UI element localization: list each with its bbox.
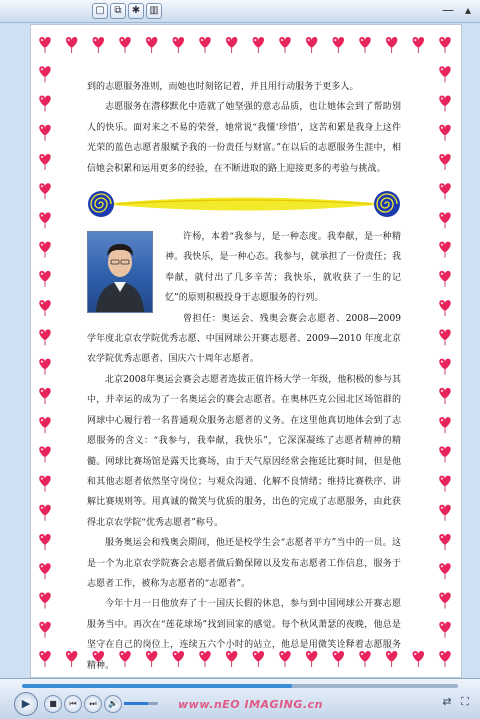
heart-icon bbox=[39, 125, 50, 141]
collapse-icon[interactable]: ▴ bbox=[464, 3, 472, 17]
stop-icon[interactable]: ■ bbox=[44, 695, 62, 713]
decorative-divider bbox=[87, 187, 401, 221]
volume-level bbox=[124, 702, 148, 705]
heart-icon bbox=[253, 37, 264, 53]
heart-icon bbox=[39, 359, 50, 375]
portrait-photo bbox=[87, 231, 153, 313]
title-bar bbox=[0, 0, 480, 23]
heart-icon bbox=[439, 300, 450, 316]
heart-icon bbox=[439, 154, 450, 170]
chart-icon[interactable]: ▥ bbox=[146, 3, 162, 19]
heart-icon bbox=[39, 271, 50, 287]
heart-icon bbox=[39, 300, 50, 316]
heart-icon bbox=[39, 388, 50, 404]
copy-icon[interactable]: ⧉ bbox=[110, 3, 126, 19]
heart-icon bbox=[439, 242, 450, 258]
heart-icon bbox=[39, 505, 50, 521]
heart-icon bbox=[439, 125, 450, 141]
heart-icon bbox=[439, 183, 450, 199]
heart-icon bbox=[439, 622, 450, 638]
heart-icon bbox=[439, 563, 450, 579]
heart-icon bbox=[39, 534, 50, 550]
site-watermark: www.nEO IMAGING.cn bbox=[178, 698, 323, 711]
heart-icon bbox=[39, 212, 50, 228]
heart-icon bbox=[173, 37, 184, 53]
heart-icon bbox=[39, 37, 50, 53]
fullscreen-icon[interactable]: ⛶ bbox=[461, 695, 469, 708]
heart-icon bbox=[413, 651, 424, 667]
heart-icon bbox=[386, 37, 397, 53]
heart-icon bbox=[226, 37, 237, 53]
heart-icon bbox=[39, 242, 50, 258]
heart-icon bbox=[439, 212, 450, 228]
spiral-icon bbox=[374, 191, 400, 217]
next-icon[interactable]: ⏭ bbox=[84, 695, 102, 713]
heart-icon bbox=[39, 476, 50, 492]
heart-icon bbox=[359, 37, 370, 53]
paragraph: 志愿服务在潜移默化中造就了她坚强的意志品质，也让她体会到了帮助别人的快乐。面对来之不易的荣誉，她常说“我懂‘珍惜’，这苦和累是我身上这件光荣的蓝色志愿者服赋予我的一份责任与财富。”在以后的志愿服务生涯中，相信她会积累和运用更多的经验，在不断进取的路上迎接更多的考验与挑战。 bbox=[87, 102, 401, 174]
heart-icon bbox=[39, 622, 50, 638]
heart-icon bbox=[146, 37, 157, 53]
volume-slider[interactable] bbox=[124, 702, 158, 705]
previous-icon[interactable]: ⏮ bbox=[64, 695, 82, 713]
mute-icon[interactable]: 🔊 bbox=[104, 695, 122, 713]
heart-icon bbox=[439, 329, 450, 345]
heart-icon bbox=[66, 651, 77, 667]
heart-icon bbox=[39, 183, 50, 199]
heart-icon bbox=[439, 476, 450, 492]
seek-bar-fill bbox=[22, 684, 292, 688]
profile-intro: 许杨，本着“我参与，是一种态度。我奉献，是一种精神。我快乐，是一种心态。我参与，就承担了一份责任；我奉献，就付出了几多辛苦；我快乐，就收获了一生的记忆”的原则积极投身于志愿服务的行列。 bbox=[165, 232, 401, 304]
heart-icon bbox=[93, 37, 104, 53]
heart-icon bbox=[306, 37, 317, 53]
minimize-icon[interactable]: — bbox=[442, 3, 454, 17]
heart-icon bbox=[439, 66, 450, 82]
heart-icon bbox=[199, 37, 210, 53]
heart-icon bbox=[439, 651, 450, 667]
heart-icon bbox=[66, 37, 77, 53]
heart-icon bbox=[439, 593, 450, 609]
play-button[interactable]: ▶ bbox=[14, 692, 38, 716]
heart-icon bbox=[39, 329, 50, 345]
profile-roles: 曾担任：奥运会、残奥会赛会志愿者、2008—2009 学年度北京农学院优秀志愿、中国网球公开赛志愿者、2009—2010 年度北京农学院优秀志愿者、国庆六十周年志愿者。 bbox=[87, 313, 401, 365]
seek-bar[interactable] bbox=[22, 684, 458, 688]
heart-icon bbox=[413, 37, 424, 53]
heart-icon bbox=[39, 563, 50, 579]
settings-icon[interactable]: ✱ bbox=[128, 3, 144, 19]
heart-icon bbox=[39, 95, 50, 111]
heart-icon bbox=[333, 37, 344, 53]
heart-icon bbox=[39, 651, 50, 667]
heart-icon bbox=[439, 446, 450, 462]
heart-icon bbox=[439, 388, 450, 404]
paragraph: 服务奥运会和残奥会期间，他还是校学生会“志愿者平方”当中的一员。这是一个为北京农学院赛会志愿者做后勤保障以及发布志愿者工作信息，服务于志愿者工作，被称为志愿者的“志愿者”。 bbox=[87, 538, 401, 589]
paragraph: 今年十月一日他放弃了十一国庆长假的休息，参与到中国网球公开赛志愿服务当中。再次在“莲花球场”找到回家的感觉。每个秋风萧瑟的夜晚，他总是坚守在自己的岗位上，连续五六个小时的站立，他总是用微笑诠释着志愿服务精神。 bbox=[87, 599, 401, 671]
heart-icon bbox=[279, 37, 290, 53]
heart-icon bbox=[39, 66, 50, 82]
heart-icon bbox=[439, 359, 450, 375]
heart-icon bbox=[39, 417, 50, 433]
heart-icon bbox=[439, 417, 450, 433]
heart-icon bbox=[39, 446, 50, 462]
heart-icon bbox=[439, 534, 450, 550]
heart-icon bbox=[39, 154, 50, 170]
heart-icon bbox=[119, 37, 130, 53]
heart-icon bbox=[439, 271, 450, 287]
document-page bbox=[30, 24, 462, 678]
heart-icon bbox=[439, 95, 450, 111]
heart-icon bbox=[439, 37, 450, 53]
profile-section bbox=[87, 227, 401, 370]
spiral-icon bbox=[88, 191, 114, 217]
layout-icon[interactable]: ▢ bbox=[92, 3, 108, 19]
paragraph: 北京2008年奥运会赛会志愿者选拔正值许杨大学一年级，他积极的参与其中，并幸运的成为了一名奥运会的赛会志愿者。在奥林匹克公园北区场馆群的网球中心履行着一名普通观众服务志愿者的义务。在这里他真切地体会到了志愿服务的含义：“我参与，我奉献，我快乐”，它深深凝练了志愿者精神的精髓。网球比赛场馆是露天比赛场，由于天气原因经常会拖延比赛时间，但是他和其他志愿者依然坚守岗位；与观众沟通、化解不良情绪；维持比赛秩序、讲解比赛规则等。用真诚的微笑与优质的服务，出色的完成了志愿服务，由此获得北京农学院“优秀志愿者”称号。 bbox=[87, 374, 401, 528]
article-body bbox=[87, 77, 401, 696]
heart-icon bbox=[439, 505, 450, 521]
switch-view-icon[interactable]: ⇄ bbox=[442, 695, 452, 708]
heart-icon bbox=[39, 593, 50, 609]
player-controls bbox=[0, 678, 480, 719]
paragraph: 到的志愿服务准则，而她也时刻铭记着，并且用行动服务于更多人。 bbox=[87, 82, 359, 92]
